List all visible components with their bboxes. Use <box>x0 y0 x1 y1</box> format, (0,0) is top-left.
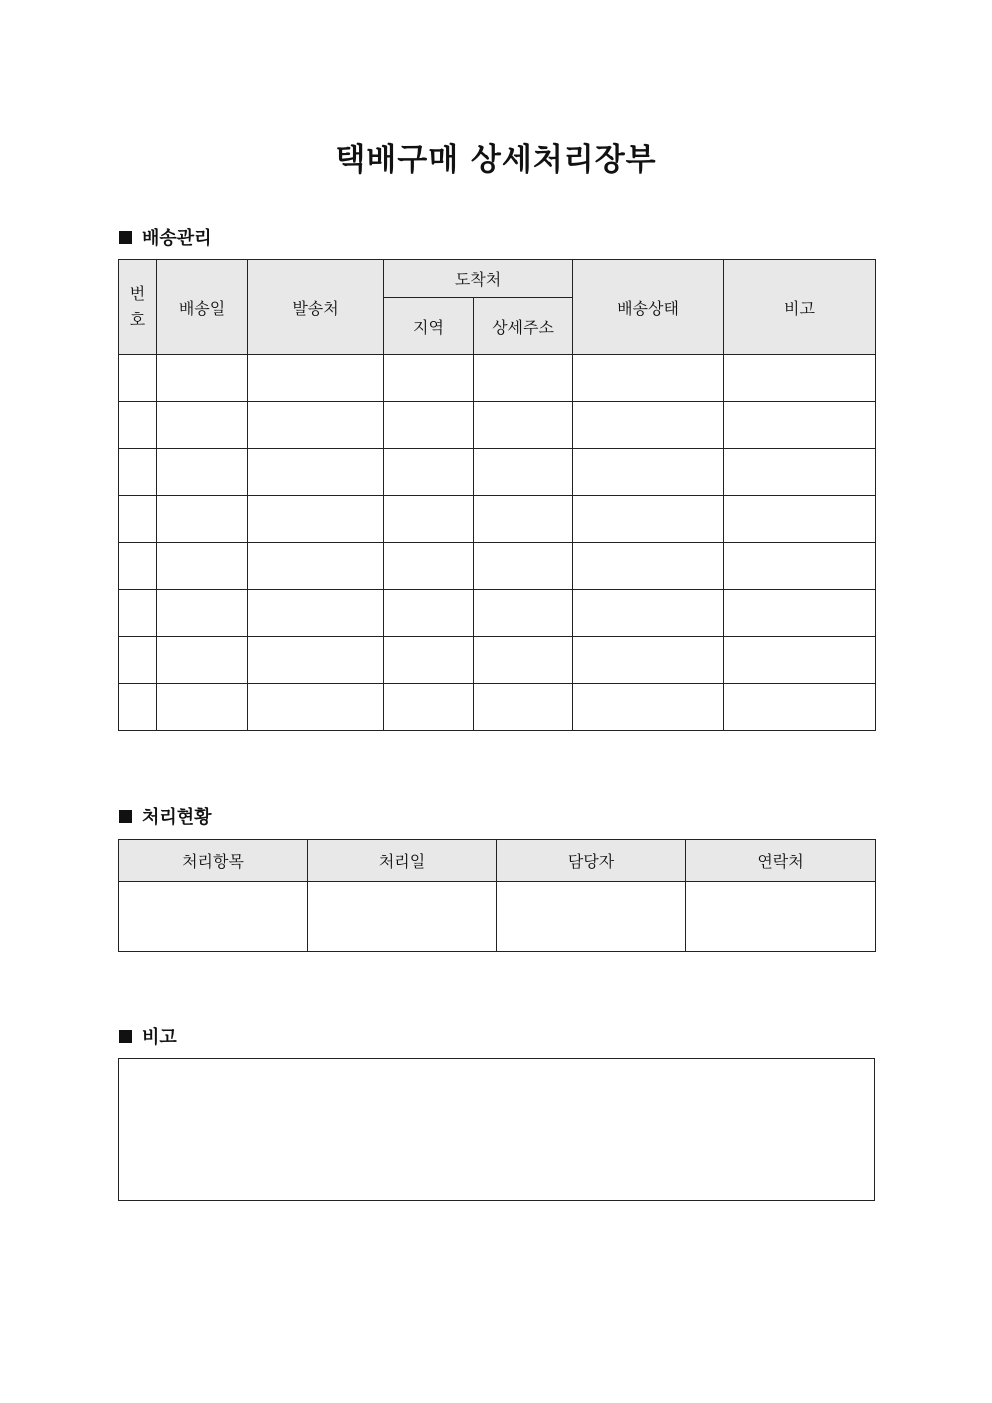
cell-sender[interactable] <box>248 543 384 590</box>
table-row <box>119 882 876 952</box>
cell-remarks[interactable] <box>724 684 876 731</box>
cell-status[interactable] <box>573 496 724 543</box>
cell-status[interactable] <box>573 449 724 496</box>
cell-sender[interactable] <box>248 355 384 402</box>
cell-remarks[interactable] <box>724 449 876 496</box>
table-row <box>119 449 876 496</box>
cell-sender[interactable] <box>248 496 384 543</box>
header-contact: 연락처 <box>686 840 876 882</box>
processing-section-title: 처리현황 <box>142 807 212 828</box>
memo-section-title: 비고 <box>142 1027 177 1048</box>
processing-section-heading <box>119 803 212 829</box>
cell-number[interactable] <box>119 496 157 543</box>
cell-address[interactable] <box>474 496 573 543</box>
cell-address[interactable] <box>474 543 573 590</box>
document-title: 택배구매 상세처리장부 <box>335 142 657 178</box>
cell-person-in-charge[interactable] <box>497 882 686 952</box>
cell-region[interactable] <box>384 637 474 684</box>
cell-address[interactable] <box>474 637 573 684</box>
cell-process-item[interactable] <box>119 882 308 952</box>
table-row <box>119 402 876 449</box>
cell-sender[interactable] <box>248 684 384 731</box>
cell-ship-date[interactable] <box>157 496 248 543</box>
header-remarks: 비고 <box>724 260 876 355</box>
cell-region[interactable] <box>384 355 474 402</box>
table-row <box>119 684 876 731</box>
memo-section-heading <box>119 1023 177 1049</box>
cell-number[interactable] <box>119 402 157 449</box>
cell-remarks[interactable] <box>724 496 876 543</box>
cell-status[interactable] <box>573 355 724 402</box>
header-destination: 도착처 <box>384 260 573 298</box>
cell-remarks[interactable] <box>724 543 876 590</box>
cell-ship-date[interactable] <box>157 449 248 496</box>
header-status: 배송상태 <box>573 260 724 355</box>
cell-contact[interactable] <box>686 882 876 952</box>
header-person-in-charge: 담당자 <box>497 840 686 882</box>
cell-sender[interactable] <box>248 449 384 496</box>
cell-status[interactable] <box>573 637 724 684</box>
cell-number[interactable] <box>119 543 157 590</box>
header-ship-date: 배송일 <box>157 260 248 355</box>
header-address: 상세주소 <box>474 298 573 355</box>
cell-status[interactable] <box>573 402 724 449</box>
cell-address[interactable] <box>474 590 573 637</box>
cell-ship-date[interactable] <box>157 543 248 590</box>
cell-number[interactable] <box>119 590 157 637</box>
cell-address[interactable] <box>474 402 573 449</box>
cell-remarks[interactable] <box>724 402 876 449</box>
table-row <box>119 637 876 684</box>
cell-status[interactable] <box>573 684 724 731</box>
delivery-section-heading <box>119 224 212 250</box>
header-number: 번 호 <box>119 260 157 355</box>
cell-ship-date[interactable] <box>157 637 248 684</box>
cell-region[interactable] <box>384 449 474 496</box>
header-process-item: 처리항목 <box>119 840 308 882</box>
cell-region[interactable] <box>384 543 474 590</box>
cell-ship-date[interactable] <box>157 590 248 637</box>
cell-number[interactable] <box>119 449 157 496</box>
square-bullet-icon <box>119 810 132 823</box>
table-row <box>119 543 876 590</box>
cell-region[interactable] <box>384 496 474 543</box>
memo-box[interactable] <box>118 1058 875 1201</box>
cell-ship-date[interactable] <box>157 355 248 402</box>
cell-ship-date[interactable] <box>157 684 248 731</box>
table-row <box>119 590 876 637</box>
square-bullet-icon <box>119 1030 132 1043</box>
delivery-table <box>118 259 876 731</box>
cell-status[interactable] <box>573 590 724 637</box>
cell-process-date[interactable] <box>308 882 497 952</box>
table-row <box>119 496 876 543</box>
delivery-section-title: 배송관리 <box>142 228 212 249</box>
cell-address[interactable] <box>474 355 573 402</box>
header-sender: 발송처 <box>248 260 384 355</box>
cell-number[interactable] <box>119 637 157 684</box>
cell-number[interactable] <box>119 355 157 402</box>
square-bullet-icon <box>119 231 132 244</box>
cell-sender[interactable] <box>248 402 384 449</box>
cell-sender[interactable] <box>248 590 384 637</box>
header-process-date: 처리일 <box>308 840 497 882</box>
cell-address[interactable] <box>474 449 573 496</box>
header-region: 지역 <box>384 298 474 355</box>
table-row <box>119 355 876 402</box>
cell-ship-date[interactable] <box>157 402 248 449</box>
processing-table <box>118 839 876 952</box>
cell-sender[interactable] <box>248 637 384 684</box>
cell-address[interactable] <box>474 684 573 731</box>
cell-status[interactable] <box>573 543 724 590</box>
cell-region[interactable] <box>384 590 474 637</box>
cell-remarks[interactable] <box>724 590 876 637</box>
cell-region[interactable] <box>384 402 474 449</box>
cell-region[interactable] <box>384 684 474 731</box>
cell-remarks[interactable] <box>724 355 876 402</box>
cell-remarks[interactable] <box>724 637 876 684</box>
cell-number[interactable] <box>119 684 157 731</box>
